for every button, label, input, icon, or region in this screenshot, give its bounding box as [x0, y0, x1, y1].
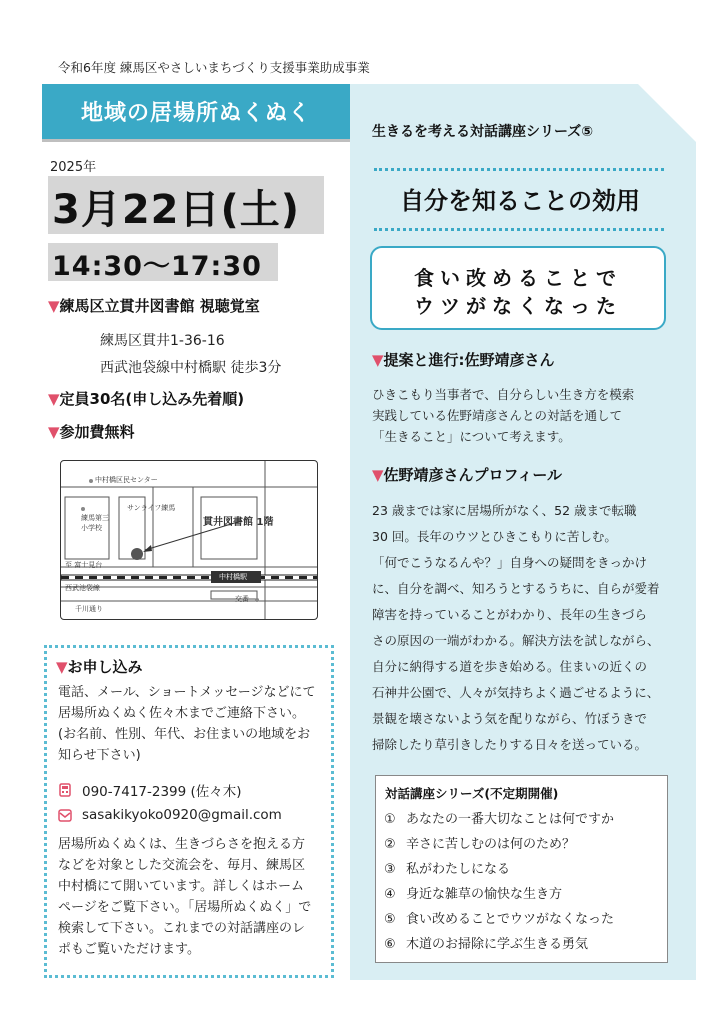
triangle-bullet-icon: ▼ [372, 351, 384, 369]
event-year: 2025年 [50, 160, 97, 175]
list-number: ④ [384, 887, 396, 902]
text-line: に、自分を調べ、知ろうとするうちに、自らが愛着 [372, 581, 660, 596]
list-item [384, 833, 575, 852]
dotted-divider-top [374, 168, 664, 171]
list-text: 木道のお掃除に学ぶ生きる勇気 [406, 937, 589, 952]
text-line: などを対象とした交流会を、毎月、練馬区 [58, 858, 306, 873]
map-label-police: 交番 [235, 595, 249, 603]
library-block [201, 497, 257, 559]
arrowhead [143, 545, 152, 552]
text-line: 検索して下さい。これまでの対話講座のレ [58, 921, 306, 936]
map-label-community-center: 中村橋区民センター [95, 476, 158, 484]
text-line: 「何でこうなるんや？」自身への疑問をきっかけ [372, 555, 648, 570]
text-line: さの原因の一端がわかる。解決方法を試しながら、 [372, 633, 660, 648]
banner-title: 地域の居場所ぬくぬく [80, 101, 311, 126]
theme-line-1: 食い改めることで [414, 266, 622, 290]
venue-address: 練馬区貫井1-36-16 [100, 333, 225, 349]
list-text: 食い改めることでウツがなくなった [406, 912, 615, 927]
list-text: 私がわたしになる [406, 862, 511, 877]
facilitator-heading [372, 349, 555, 370]
list-number: ② [384, 837, 396, 852]
triangle-bullet-icon: ▼ [56, 658, 68, 676]
text-line: 30 回。長年のウツとひきこもりに苦しむ。 [372, 529, 617, 544]
text-line: 居場所ぬくぬく佐々木までご連絡下さい。 [58, 706, 306, 721]
text-line: 石神井公園で、人々が気持ちよく過ごせるように、 [372, 685, 660, 700]
list-text: 辛さに苦しむのは何のため？ [406, 837, 576, 852]
series-list-title: 対話講座シリーズ(不定期開催) [385, 786, 559, 801]
header-note: 令和6年度 練馬区やさしいまちづくり支援事業助成事業 [58, 60, 370, 75]
profile-heading [372, 464, 562, 485]
email-contact [58, 807, 282, 823]
text-line: 23 歳までは家に居場所がなく、52 歳まで転職 [372, 503, 637, 518]
text-line: 居場所ぬくぬくは、生きづらさを抱える方 [58, 837, 306, 852]
triangle-bullet-icon: ▼ [48, 423, 60, 441]
list-number: ⑥ [384, 937, 396, 952]
facilitator-title: 提案と進行:佐野靖彦さん [383, 351, 555, 369]
phone-number[interactable]: 090-7417-2399 (佐々木) [82, 784, 242, 800]
list-number: ⑤ [384, 912, 396, 927]
text-line: ページをご覧下さい。「居場所ぬくぬく」で [58, 900, 312, 915]
text-line: 中村橋にて開いています。詳しくはホーム [58, 879, 304, 894]
title-banner [42, 84, 350, 142]
main-title: 自分を知ることの効用 [400, 187, 640, 215]
triangle-bullet-icon: ▼ [372, 466, 384, 484]
access-map [60, 460, 318, 620]
fee-text: 参加費無料 [59, 423, 135, 441]
map-label-school: 練馬第三 小学校 [81, 514, 109, 532]
mail-icon [58, 808, 72, 822]
map-label-sunlife: サンライフ練馬 [127, 504, 176, 512]
list-item [384, 933, 588, 952]
list-text: 身近な雑草の愉快な生き方 [406, 887, 563, 902]
school-dot [81, 507, 85, 511]
capacity-line [48, 388, 244, 409]
email-address[interactable]: sasakikyoko0920@gmail.com [82, 807, 282, 823]
text-line: 電話、メール、ショートメッセージなどにて [58, 685, 316, 700]
list-item [384, 858, 510, 877]
list-text: あなたの一番大切なことは何ですか [406, 812, 615, 827]
phone-contact [58, 780, 242, 800]
profile-title: 佐野靖彦さんプロフィール [383, 466, 563, 484]
triangle-bullet-icon: ▼ [48, 297, 60, 315]
theme-line-2: ウツがなくなった [414, 294, 622, 318]
venue-heading [48, 295, 260, 316]
text-line: 自分に納得する道を歩き始める。住まいの近くの [372, 659, 648, 674]
text-line: 「生きること」について考えます。 [372, 429, 571, 444]
map-label-fujimidai: 至 富士見台 [65, 561, 103, 569]
facilitator-text [372, 384, 672, 447]
fee-line [48, 421, 135, 442]
text-line: ポもご覧いただけます。 [58, 942, 200, 957]
list-item [384, 883, 562, 902]
text-line: 景観を壊さないよう気を配りながら、竹ぼうきで [372, 711, 648, 726]
list-number: ① [384, 812, 396, 827]
text-line: (お名前、性別、年代、お住まいの地域をお [58, 727, 311, 742]
profile-text [372, 498, 672, 758]
map-label-nakamurabashi: 中村橋駅 [219, 573, 247, 581]
panel-corner-cut [638, 84, 696, 142]
center-dot [89, 479, 93, 483]
event-date: 3月22日(土) [52, 187, 301, 233]
application-heading [56, 656, 143, 677]
about-text [58, 834, 326, 960]
station-block [211, 591, 257, 599]
application-instructions [58, 682, 326, 766]
text-line: 実践している佐野靖彦さんとの対話を通して [372, 408, 623, 423]
map-label-library: 貫井図書館 1階 [203, 517, 274, 528]
list-item [384, 908, 614, 927]
police-dot [255, 598, 259, 602]
series-title: 生きるを考える対話講座シリーズ⑤ [372, 124, 594, 140]
venue-access: 西武池袋線中村橋駅 徒歩3分 [100, 360, 282, 376]
text-line: 知らせ下さい) [58, 748, 141, 763]
list-item [384, 808, 614, 827]
capacity-text: 定員30名(申し込み先着順) [59, 390, 245, 408]
map-label-senkawa: 千川通り [75, 605, 103, 613]
event-time: 14:30～17:30 [52, 251, 262, 282]
library-location-marker [131, 548, 143, 560]
text-line: 掃除したり草引きしたりする日々を送っている。 [372, 737, 648, 752]
list-number: ③ [384, 862, 396, 877]
triangle-bullet-icon: ▼ [48, 390, 60, 408]
application-title: お申し込み [67, 658, 143, 676]
phone-icon [58, 783, 72, 797]
dotted-divider-bottom [374, 228, 664, 231]
venue-name: 練馬区立貫井図書館 視聴覚室 [59, 297, 260, 315]
text-line: 障害を持っていることがわかり、長年の生きづら [372, 607, 648, 622]
map-label-ikebukuro-line: 西武池袋線 [65, 584, 100, 592]
text-line: ひきこもり当事者で、自分らしい生き方を模索 [372, 387, 635, 402]
